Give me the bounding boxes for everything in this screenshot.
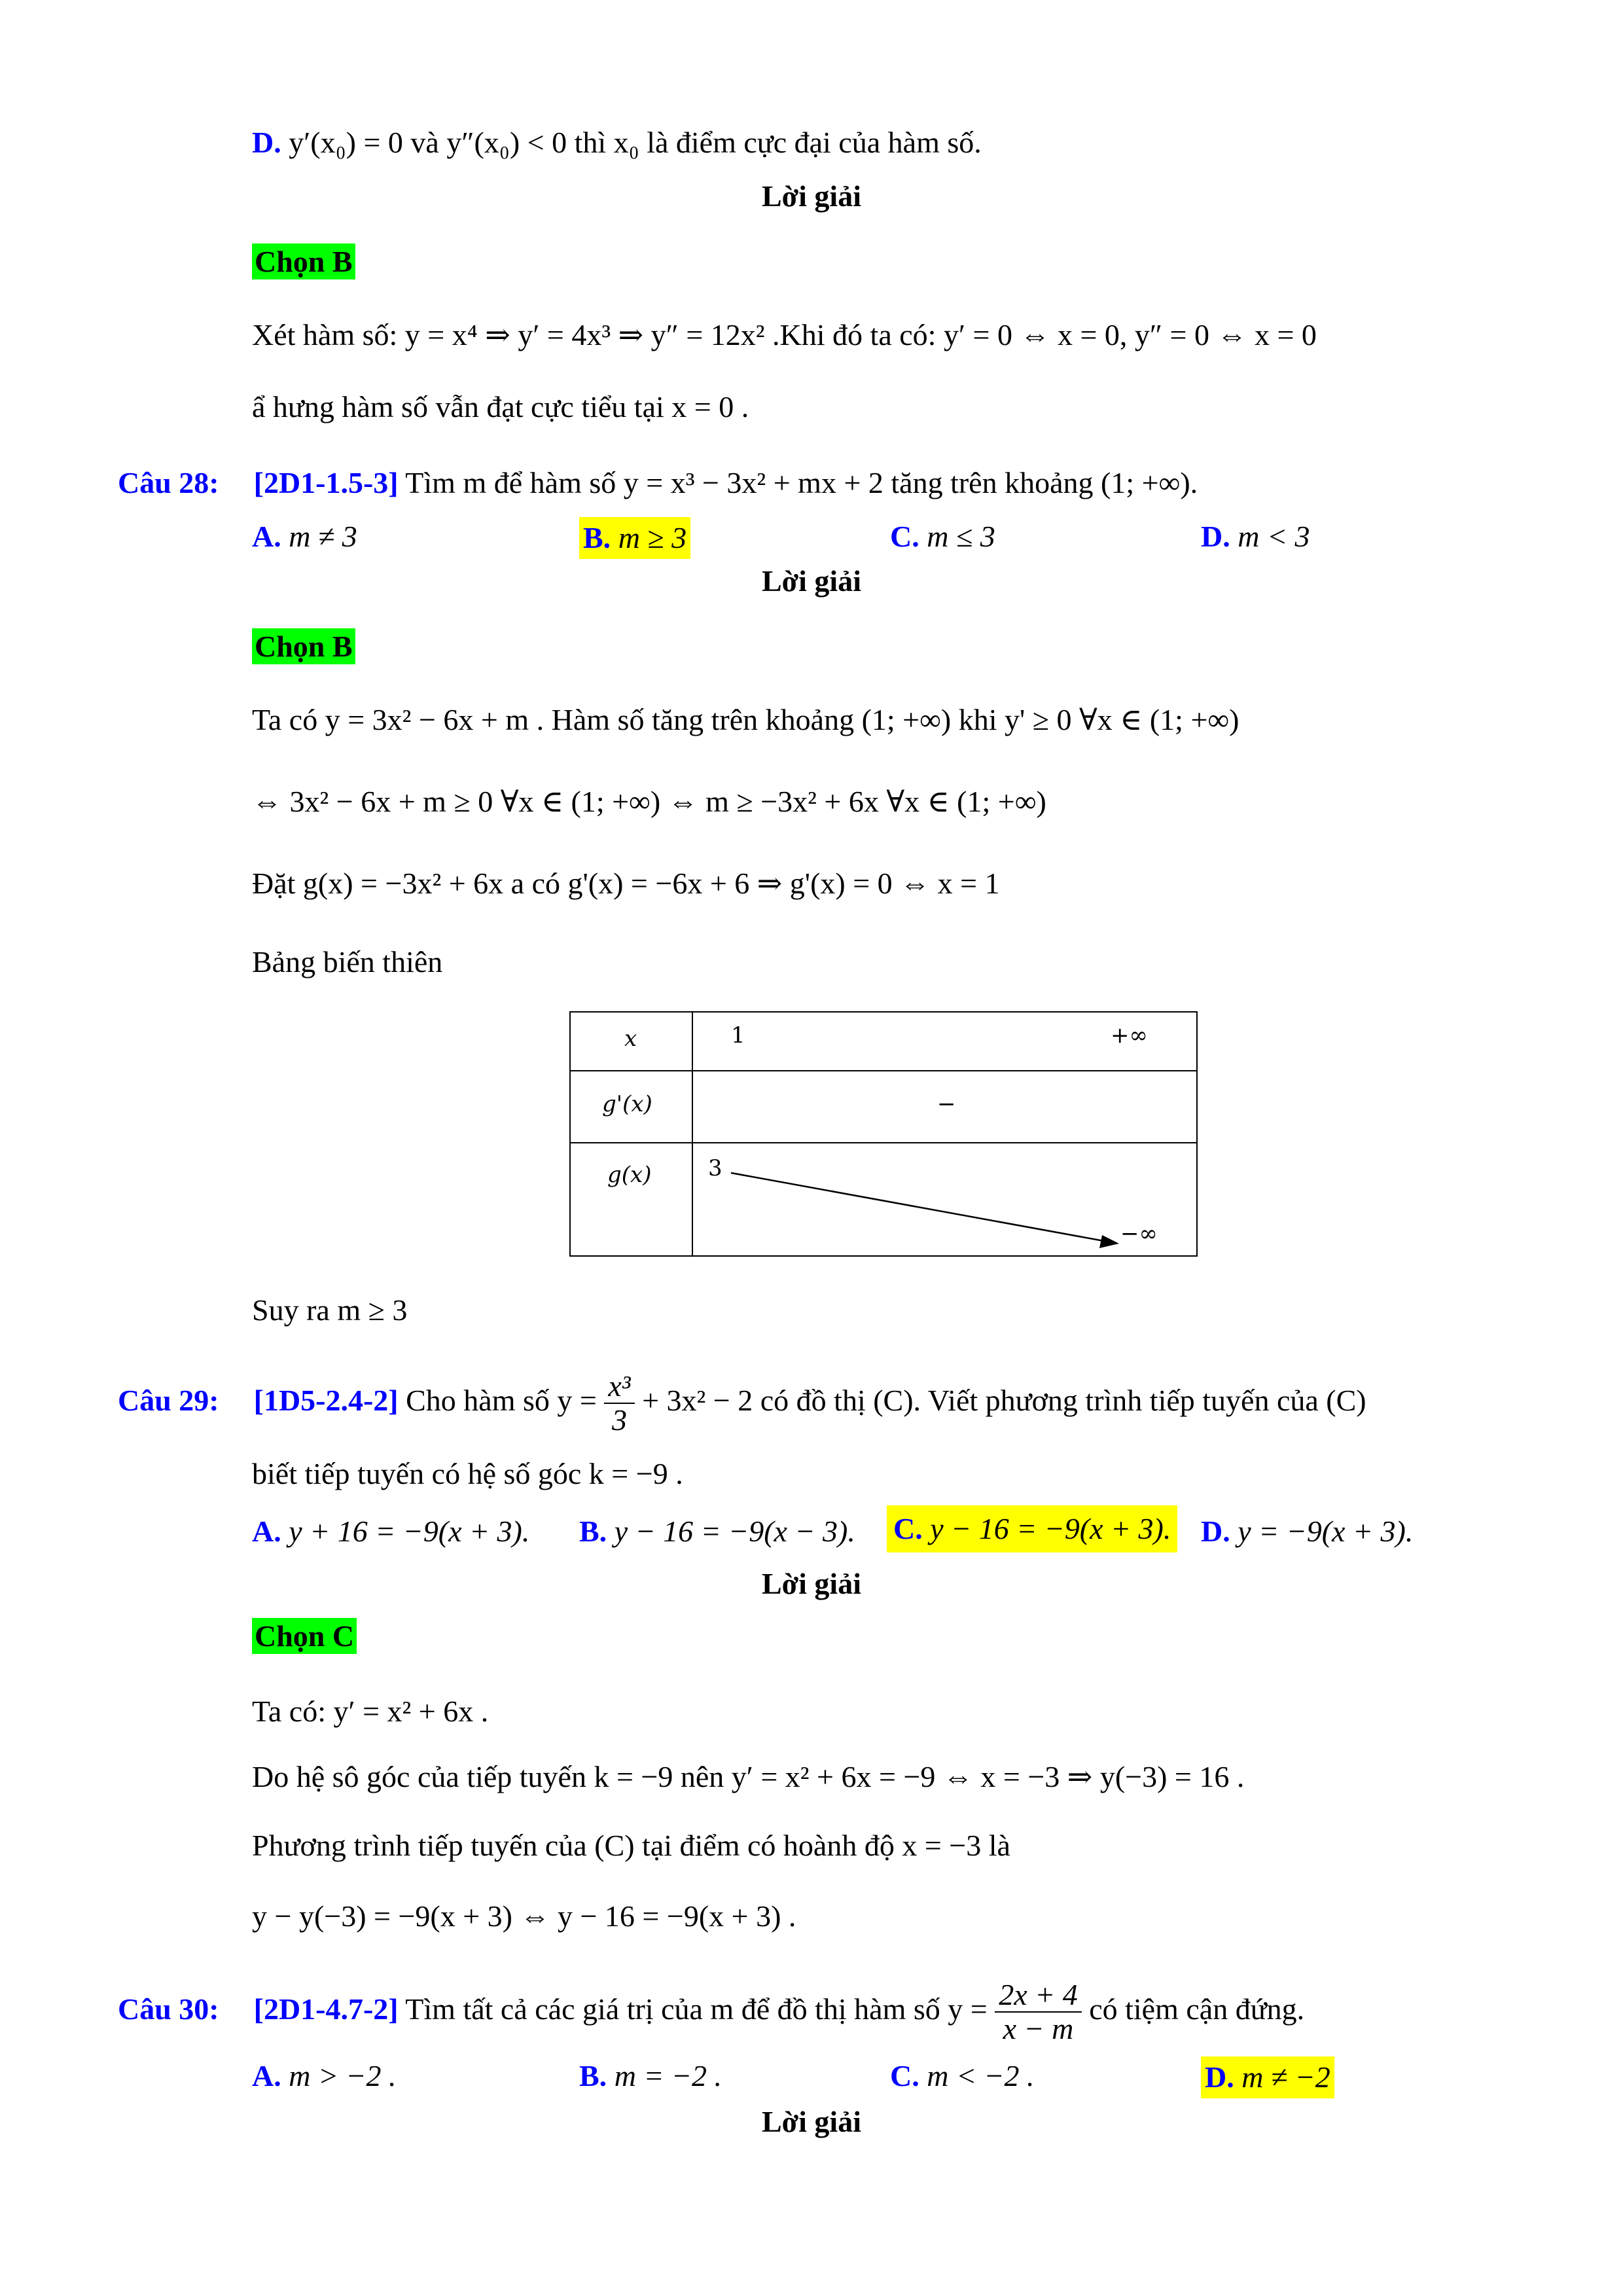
option-label: D. [1205,2060,1234,2094]
option-d-correct[interactable] [1201,2056,1334,2098]
option-text: y − 16 = −9(x − 3). [614,1515,855,1548]
option-text: y + 16 = −9(x + 3). [289,1515,530,1548]
chosen-answer-badge [252,242,355,281]
option-text: y′(x₀) = 0 và y″(x₀) < 0 thì x₀ là điểm cực đại của hàm số. [289,126,982,159]
solution-line: Do hệ sô góc của tiếp tuyến k = −9 nên y′ = x² + 6x = −9 ⇔ x = −3 ⇒ y(−3) = 16 . [252,1760,1245,1793]
option-b-correct[interactable] [579,517,690,559]
question-code: [1D5-2.4-2] [253,1384,399,1417]
solution-line: Ta có: y′ = x² + 6x . [252,1695,489,1728]
option-a[interactable] [252,1512,529,1551]
conclusion-line: Suy ra m ≥ 3 [252,1293,408,1327]
question-number: Câu 30: [118,1992,219,2026]
option-text: m < 3 [1238,520,1310,553]
table-header-derivative: g'(x) [602,1091,652,1117]
fraction-numerator: x³ [604,1370,634,1404]
fraction-denominator: x − m [1003,2012,1074,2046]
question-code: [2D1-4.7-2] [253,1992,399,2026]
chosen-answer-text: Chọn B [252,628,355,664]
option-text: m ≤ 3 [927,520,995,553]
question-text-start: Tìm tất cả các giá trị của m để đồ thị hàm số y = [405,1992,988,2026]
option-label: D. [1201,520,1230,553]
option-text: m ≥ 3 [618,521,687,554]
option-label: D. [252,126,281,159]
solution-line: y − y(−3) = −9(x + 3) ⇔ y − 16 = −9(x + 3) . [252,1899,796,1933]
option-label: B. [579,2059,607,2092]
fraction-denominator: 3 [611,1403,627,1437]
solution-line: Phương trình tiếp tuyến của (C) tại điểm có hoành độ x = −3 là [252,1829,1010,1862]
solution-heading: Lời giải [762,179,861,213]
option-text: m ≠ 3 [289,520,357,553]
question-text-start: Cho hàm số y = [406,1384,597,1417]
option-text: m < −2 . [927,2059,1035,2092]
option-text: m > −2 . [289,2059,397,2092]
option-text: m ≠ −2 [1241,2060,1330,2094]
option-label: D. [1201,1515,1230,1548]
fraction [995,1979,1081,2045]
option-b[interactable] [579,1512,855,1551]
option-c[interactable] [890,2056,1035,2096]
solution-line: Đặt g(x) = −3x² + 6x a có g'(x) = −6x + 6 ⇒ g'(x) = 0 ⇔ x = 1 [252,867,1000,900]
question-number: Câu 29: [118,1384,219,1417]
option-label: B. [579,1515,607,1548]
chosen-answer-badge [252,627,355,666]
option-b[interactable] [579,2056,722,2096]
table-header-x: x [624,1026,637,1052]
option-text: m = −2 . [614,2059,722,2092]
solution-line: ẩ hưng hàm số vẫn đạt cực tiểu tại x = 0 . [252,390,749,423]
question-text-end: có tiệm cận đứng. [1089,1992,1305,2026]
option-label: C. [893,1512,923,1545]
chosen-answer-badge [252,1617,357,1656]
question-number: Câu 28: [118,466,219,499]
solution-line: Xét hàm số: y = x⁴ ⇒ y′ = 4x³ ⇒ y″ = 12x² .Khi đó ta có: y′ = 0 ⇔ x = 0, y″ = 0 ⇔ x = 0 [252,318,1317,351]
fraction [604,1370,634,1437]
question-30 [118,1977,1304,2045]
option-text: y − 16 = −9(x + 3). [930,1512,1171,1545]
table-g-end: −∞ [1120,1221,1158,1247]
solution-heading: Lời giải [762,564,861,598]
solution-line: ⇔ 3x² − 6x + m ≥ 0 ∀x ∈ (1; +∞) ⇔ m ≥ −3x² + 6x ∀x ∈ (1; +∞) [252,785,1046,818]
question-text: Tìm m để hàm số y = x³ − 3x² + mx + 2 tăng trên khoảng (1; +∞). [405,466,1198,499]
chosen-answer-text: Chọn C [252,1618,357,1654]
option-label: A. [252,1515,281,1548]
chosen-answer-text: Chọn B [252,243,355,279]
question-text-continued: biết tiếp tuyến có hệ số góc k = −9 . [252,1457,683,1490]
option-label: C. [890,520,919,553]
question-code: [2D1-1.5-3] [253,466,399,499]
table-derivative-sign: − [937,1091,956,1117]
question-text-end: + 3x² − 2 có đồ thị (C). Viết phương trình tiếp tuyến của (C) [642,1384,1366,1417]
option-label: A. [252,2059,281,2092]
option-a[interactable] [252,517,357,556]
table-x-end: +∞ [1111,1022,1148,1049]
option-text: y = −9(x + 3). [1238,1515,1414,1548]
option-d[interactable] [1201,1512,1413,1551]
fraction-numerator: 2x + 4 [995,1979,1081,2013]
variation-table [569,1011,1198,1257]
solution-heading: Lời giải [762,2105,861,2138]
option-a[interactable] [252,2056,397,2096]
option-d-statement [252,123,982,162]
table-header-function: g(x) [607,1162,652,1188]
option-label: B. [583,521,611,554]
decreasing-arrow [571,1013,1199,1258]
table-g-start: 3 [708,1155,722,1181]
option-label: A. [252,520,281,553]
option-label: C. [890,2059,919,2092]
solution-line: Bảng biến thiên [252,945,443,978]
option-c[interactable] [890,517,995,556]
option-d[interactable] [1201,517,1310,556]
solution-line: Ta có y = 3x² − 6x + m . Hàm số tăng trên khoảng (1; +∞) khi y' ≥ 0 ∀x ∈ (1; +∞) [252,703,1240,736]
solution-heading: Lời giải [762,1567,861,1600]
table-x-start: 1 [731,1022,745,1049]
option-c-correct[interactable] [887,1505,1177,1552]
question-28 [118,463,1198,503]
question-29 [118,1368,1366,1437]
